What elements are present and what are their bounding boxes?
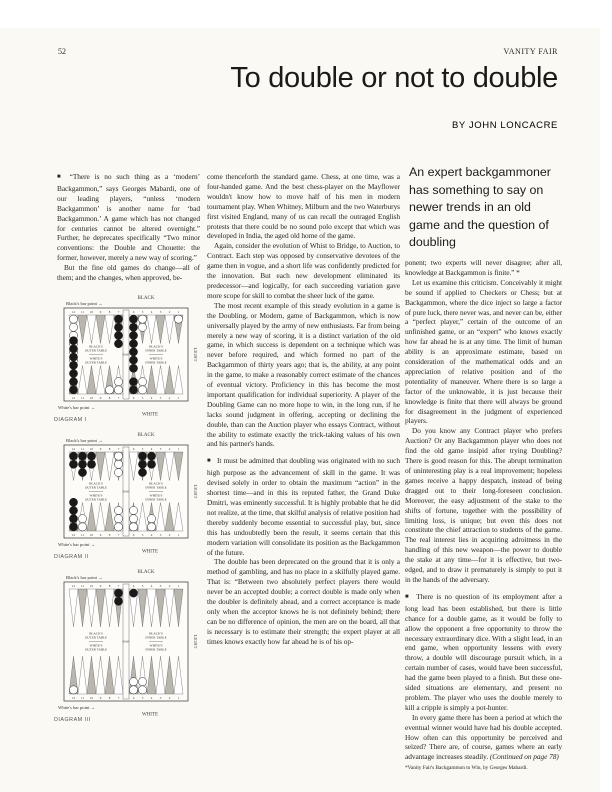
light-label: LIGHT: [193, 347, 198, 362]
black-checker: [114, 331, 122, 339]
table-label: BLACK'S: [89, 631, 103, 636]
table-label: WHITE'S: [89, 356, 103, 361]
point-number: 8: [108, 583, 111, 588]
point-number: 11: [80, 696, 85, 701]
paragraph: Do you know any Contract player who prefers Auction? Or any Backgammon player who does not find the old game insipid after trying Doubling? There is good reason for this. The abrupt termination of uninteresting play is a real improvement; hopeless games receive a happy despatch, instead of being dragged out to their long-foreseen conclusion. Moreover, the easy adjustment of the stake to the shifts of fortune, together with the possibility of limiting loss, is unique; but even this does not constitute the chief attraction to students of the game. The real interest lies in acquiring adroitness in the handling of this new weapon—the power to double the stake at any time—for it is effective, but two-edged, and to draw it prematurely is simply to put it in the hands of the adversary.: [405, 426, 562, 584]
black-checker: [69, 345, 77, 353]
table-label: INNER TABLE: [145, 360, 167, 365]
bar-label: BAR: [122, 352, 130, 357]
point-number: 3: [159, 396, 162, 401]
point-number: 4: [150, 446, 153, 451]
page-number: 52: [58, 47, 66, 56]
table-label: OUTER TABLE: [84, 485, 108, 490]
point-number: 1: [177, 309, 180, 314]
white-bar-point-label: White's bar point →: [58, 404, 96, 410]
paragraph: Again, consider the evolution of Whist to Bridge, to Auction, to Contract. Each step was opposed by conservative devotees of the game then in vogue, and a short life was confidently predicted for the innovation. But each new development eliminated its predecessor—and logically, for each succeeding variation gave more scope for skill to combat the sheer luck of the game.: [207, 241, 400, 300]
black-checker: [129, 356, 137, 364]
paragraph: ■ “There is no such thing as a ‘modern’ Backgammon,” says Georges Mabardi, one of our leading players, “unless ‘modern Backgammon’ is another name for ‘bad Backgammon.’ A game which has not changed for centuries cannot be altered overnight.” Further, he deprecates specifically “Two minor conventions: the Double and Chouette: the former, however, merely a new way of scoring.”: [57, 172, 200, 263]
point-number: 11: [80, 583, 85, 588]
table-label: OUTER TABLE: [84, 635, 108, 640]
point-number: 7: [117, 396, 120, 401]
black-checker: [78, 468, 86, 476]
bar-label: BAR: [122, 489, 130, 494]
black-bar-point-label: Black's bar point →: [66, 437, 103, 443]
white-checker: [129, 523, 137, 531]
point-number: 10: [89, 396, 94, 401]
white-checker: [114, 523, 122, 531]
table-label: INNER TABLE: [145, 635, 167, 640]
white-checker: [78, 515, 86, 523]
white-checker: [78, 523, 86, 531]
black-checker: [129, 323, 137, 331]
light-label: LIGHT: [193, 634, 198, 649]
point-number: 4: [150, 533, 153, 538]
paragraph: [405, 713, 562, 763]
black-checker: [69, 353, 77, 361]
point-number: 6: [132, 446, 135, 451]
light-label: LIGHT: [193, 484, 198, 499]
black-side-label: BLACK: [137, 432, 155, 438]
point-number: 9: [99, 446, 102, 451]
point-number: 11: [80, 396, 85, 401]
point-number: 8: [108, 696, 111, 701]
point-number: 12: [71, 446, 76, 451]
left-column: [54, 172, 200, 724]
diagram-caption: DIAGRAM III: [54, 716, 91, 723]
table-label: BLACK'S: [89, 481, 103, 486]
point-number: 10: [89, 446, 94, 451]
point-number: 2: [168, 583, 171, 588]
backgammon-board: [54, 430, 204, 554]
point-number: 8: [108, 446, 111, 451]
black-checker: [129, 331, 137, 339]
point-number: 11: [80, 309, 85, 314]
point-number: 10: [89, 696, 94, 701]
point-number: 1: [177, 396, 180, 401]
table-label: INNER TABLE: [145, 497, 167, 502]
black-checker: [114, 323, 122, 331]
point-number: 3: [159, 533, 162, 538]
table-label: OUTER TABLE: [84, 497, 108, 502]
black-checker: [129, 315, 137, 323]
point-number: 9: [99, 583, 102, 588]
white-checker: [138, 678, 146, 686]
black-checker: [129, 340, 137, 348]
white-side-label: WHITE: [141, 712, 159, 717]
black-checker: [129, 386, 137, 394]
black-checker: [114, 315, 122, 323]
table-label: BLACK'S: [149, 481, 163, 486]
point-number: 6: [132, 533, 135, 538]
point-number: 7: [117, 583, 120, 588]
point-number: 9: [99, 309, 102, 314]
diagram-caption: DIAGRAM II: [54, 553, 89, 560]
middle-column: [207, 172, 400, 647]
white-checker: [114, 506, 122, 514]
point-number: 2: [168, 696, 171, 701]
table-label: OUTER TABLE: [84, 647, 108, 652]
point-number: 2: [168, 533, 171, 538]
point-number: 12: [71, 396, 76, 401]
white-side-label: WHITE: [141, 549, 159, 554]
white-checker: [174, 315, 182, 323]
point-number: 10: [89, 533, 94, 538]
paragraph: The most recent example of this steady evolution in a game is the Doubling, or Modern, game of Backgammon, which is now universally played by the army of new enthusiasts. Far from being merely a new way of scoring, it is a distinct variation of the old game, in which success is dependent on a technique which was never before required, and which formed no part of the Backgammon of thirty years ago; that is, the ability, at any point in the game, to make a reasonably correct estimate of the chances of eventual victory. Proficiency in this has become the most important qualification for individual superiority. A player of the Doubling Game can no more hope to win, in the long run, if he lacks sound judgment in offering, accepting or declining the double, than can the Auction player who essays Contract, without the ability to estimate exactly the trick-taking values of his own and his partner's hands.: [207, 300, 400, 449]
white-checker: [114, 452, 122, 460]
white-checker: [105, 386, 113, 394]
white-checker: [147, 523, 155, 531]
white-checker: [129, 515, 137, 523]
black-side-label: BLACK: [137, 295, 155, 301]
white-checker: [114, 378, 122, 386]
white-checker: [138, 315, 146, 323]
point-number: 4: [150, 583, 153, 588]
point-number: 12: [71, 309, 76, 314]
black-checker: [129, 378, 137, 386]
black-checker: [69, 523, 77, 531]
table-label: OUTER TABLE: [84, 348, 108, 353]
magazine-name: VANITY FAIR: [503, 47, 558, 56]
point-number: 5: [141, 696, 144, 701]
point-number: 2: [168, 446, 171, 451]
point-number: 11: [80, 446, 85, 451]
black-checker: [129, 589, 137, 597]
black-checker: [87, 460, 95, 468]
black-checker: [69, 386, 77, 394]
black-checker: [69, 378, 77, 386]
point-number: 7: [117, 696, 120, 701]
table-label: INNER TABLE: [145, 485, 167, 490]
white-checker: [147, 515, 155, 523]
black-checker: [69, 506, 77, 514]
point-number: 9: [99, 696, 102, 701]
point-number: 2: [168, 309, 171, 314]
point-number: 5: [141, 309, 144, 314]
black-checker: [147, 460, 155, 468]
point-number: 12: [71, 696, 76, 701]
table-label: WHITE'S: [149, 493, 163, 498]
paragraph: Let us examine this criticism. Conceivably it might be sound if applied to Checkers or Chess; but at Backgammon, where the dice inject so large a factor of pure luck, there never was, and never can be, either a “perfect player,” certain of the outcome of an unfinished game, or an “expert” who knows exactly how far ahead he is at any time. The limit of human ability is an approximate estimate, based on consideration of the mathematical odds and an appreciation of relative position and of the potentiality of maneuver. Where there is so large a factor of the unknowable, it is just because their knowledge is finite that there will always be ground for disagreement in the judgment of experienced players.: [405, 277, 562, 426]
table-label: BLACK'S: [89, 344, 103, 349]
point-number: 4: [150, 309, 153, 314]
white-checker: [69, 323, 77, 331]
white-checker: [138, 323, 146, 331]
point-number: 6: [132, 396, 135, 401]
footnote: *Vanity Fair's Backgammon to Win, by Georges Mabardi.: [405, 765, 528, 772]
white-checker: [114, 460, 122, 468]
point-number: 7: [117, 446, 120, 451]
black-side-label: BLACK: [137, 569, 155, 575]
point-number: 3: [159, 583, 162, 588]
white-checker: [114, 386, 122, 394]
white-checker: [114, 468, 122, 476]
point-number: 5: [141, 446, 144, 451]
point-number: 8: [108, 533, 111, 538]
backgammon-board: [54, 293, 204, 417]
point-number: 12: [71, 533, 76, 538]
white-bar-point-label: White's bar point →: [58, 541, 96, 547]
white-checker: [69, 315, 77, 323]
diagram-3: [54, 567, 204, 724]
table-label: BLACK'S: [149, 631, 163, 636]
black-checker: [138, 468, 146, 476]
black-checker: [69, 460, 77, 468]
point-number: 9: [99, 396, 102, 401]
black-checker: [147, 452, 155, 460]
point-number: 10: [89, 583, 94, 588]
black-checker: [69, 452, 77, 460]
table-label: OUTER TABLE: [84, 360, 108, 365]
point-number: 6: [132, 309, 135, 314]
white-checker: [129, 686, 137, 694]
point-number: 5: [141, 583, 144, 588]
point-number: 3: [159, 696, 162, 701]
paragraph: ponent; two experts will never disagree; after all, knowledge at Backgammon is finite.” *: [405, 257, 562, 277]
article-title: To double or not to double: [230, 62, 558, 94]
point-number: 6: [132, 583, 135, 588]
white-bar-point-label: White's bar point →: [58, 704, 96, 710]
point-number: 9: [99, 533, 102, 538]
continued-note: (Continued on page 78): [489, 752, 559, 762]
point-number: 1: [177, 583, 180, 588]
point-number: 5: [141, 533, 144, 538]
right-column: [405, 164, 562, 772]
black-checker: [87, 452, 95, 460]
black-checker: [129, 348, 137, 356]
diagram-caption: DIAGRAM I: [54, 416, 87, 423]
point-number: 1: [177, 696, 180, 701]
paragraph-text: In every game there has been a period at which the eventual winner would have had his double accepted. How often can this opportunity be perceived and seized? There are, of course, games where an early advantage increases steadily.: [405, 712, 562, 762]
black-checker: [114, 597, 122, 605]
point-number: 5: [141, 396, 144, 401]
black-checker: [78, 460, 86, 468]
point-number: 7: [117, 533, 120, 538]
point-number: 1: [177, 446, 180, 451]
byline: BY JOHN LONCACRE: [451, 120, 558, 131]
black-checker: [138, 460, 146, 468]
point-number: 2: [168, 396, 171, 401]
paragraph: But the fine old games do change—all of them; and the changes, when approved, be-: [57, 263, 200, 283]
point-number: 4: [150, 396, 153, 401]
black-checker: [69, 361, 77, 369]
black-checker: [69, 498, 77, 506]
white-checker: [138, 386, 146, 394]
black-checker: [69, 337, 77, 345]
table-label: INNER TABLE: [145, 348, 167, 353]
point-number: 12: [71, 583, 76, 588]
point-number: 4: [150, 696, 153, 701]
table-label: INNER TABLE: [145, 647, 167, 652]
white-checker: [69, 686, 77, 694]
table-label: WHITE'S: [149, 356, 163, 361]
point-number: 8: [108, 309, 111, 314]
white-side-label: WHITE: [141, 412, 159, 417]
point-number: 3: [159, 309, 162, 314]
white-checker: [129, 678, 137, 686]
white-checker: [138, 686, 146, 694]
point-number: 11: [80, 533, 85, 538]
white-checker: [129, 506, 137, 514]
black-checker: [114, 589, 122, 597]
white-checker: [114, 515, 122, 523]
black-bar-point-label: Black's bar point →: [66, 574, 103, 580]
point-number: 7: [117, 309, 120, 314]
paragraph: ■ It must be admitted that doubling was originated with no such high purpose as the advancement of skill in the game. It was devised solely in order to obtain the maximum “action” in the shortest time—and in this its reputed father, the Grand Duke Dmitri, was eminently successful. It is highly probable that he did not realize, at the time, that skilful analysis of relative position had thereby suddenly become essential to successful play, but, since this has undoubtedly been the result, it seems certain that this modern variation will consolidate its position as the Backgammon of the future.: [207, 456, 400, 557]
table-label: WHITE'S: [149, 643, 163, 648]
diagram-1: [54, 293, 204, 424]
black-checker: [138, 452, 146, 460]
table-label: WHITE'S: [89, 643, 103, 648]
table-label: WHITE'S: [89, 493, 103, 498]
point-number: 1: [177, 533, 180, 538]
black-checker: [129, 364, 137, 372]
point-number: 6: [132, 696, 135, 701]
point-number: 10: [89, 309, 94, 314]
black-checker: [114, 340, 122, 348]
backgammon-board: [54, 567, 204, 717]
table-label: BLACK'S: [149, 344, 163, 349]
paragraph: come thenceforth the standard game. Chess, at one time, was a four-handed game. And the best chess-player on the Mayflower wouldn't know how to move half of his men in modern tournament play. When Whitney, Milburn and the two Waterburys first visited England, many of us can recall the outraged English protests that there could be no sound polo except that which was developed in India, the aged old home of the game.: [207, 172, 400, 241]
diagram-2: [54, 430, 204, 561]
black-checker: [78, 452, 86, 460]
pull-quote: An expert backgammoner has something to say on newer trends in an old game and the question of doubling: [409, 165, 551, 250]
bar-label: BAR: [122, 639, 130, 644]
black-checker: [69, 369, 77, 377]
black-checker: [69, 515, 77, 523]
paragraph: ■ There is no question of its employment after a long lead has been established, but there is little chance for a double game, as it would be folly to allow the opponent a free opportunity to throw the necessary extraordinary dice. With a slight lead, in an end game, when opportunity lessens with every throw, a double will discourage pursuit which, in a certain number of cases, would have been successful, had the game been played to a finish. But these one-sided situations are elementary, and present no problem. The player who uses the double merely to kill a cripple is simply a pot-hunter.: [405, 592, 562, 713]
point-number: 3: [159, 446, 162, 451]
paragraph: The double has been deprecated on the ground that it is only a method of gambling, and has no place in a skilfully played game. That is: “Between two absolutely perfect players there would never be an accepted double; a correct double is made only when the doubler is definitely ahead, and a correct acceptance is made only when the acceptor knows he is not definitely behind; there can be no difference of opinion, the men are on the board, all that is necessary is to estimate their strength; the expert player at all times knows exactly how far ahead he is of his op-: [207, 557, 400, 646]
white-checker: [138, 378, 146, 386]
black-bar-point-label: Black's bar point →: [66, 300, 103, 306]
point-number: 8: [108, 396, 111, 401]
